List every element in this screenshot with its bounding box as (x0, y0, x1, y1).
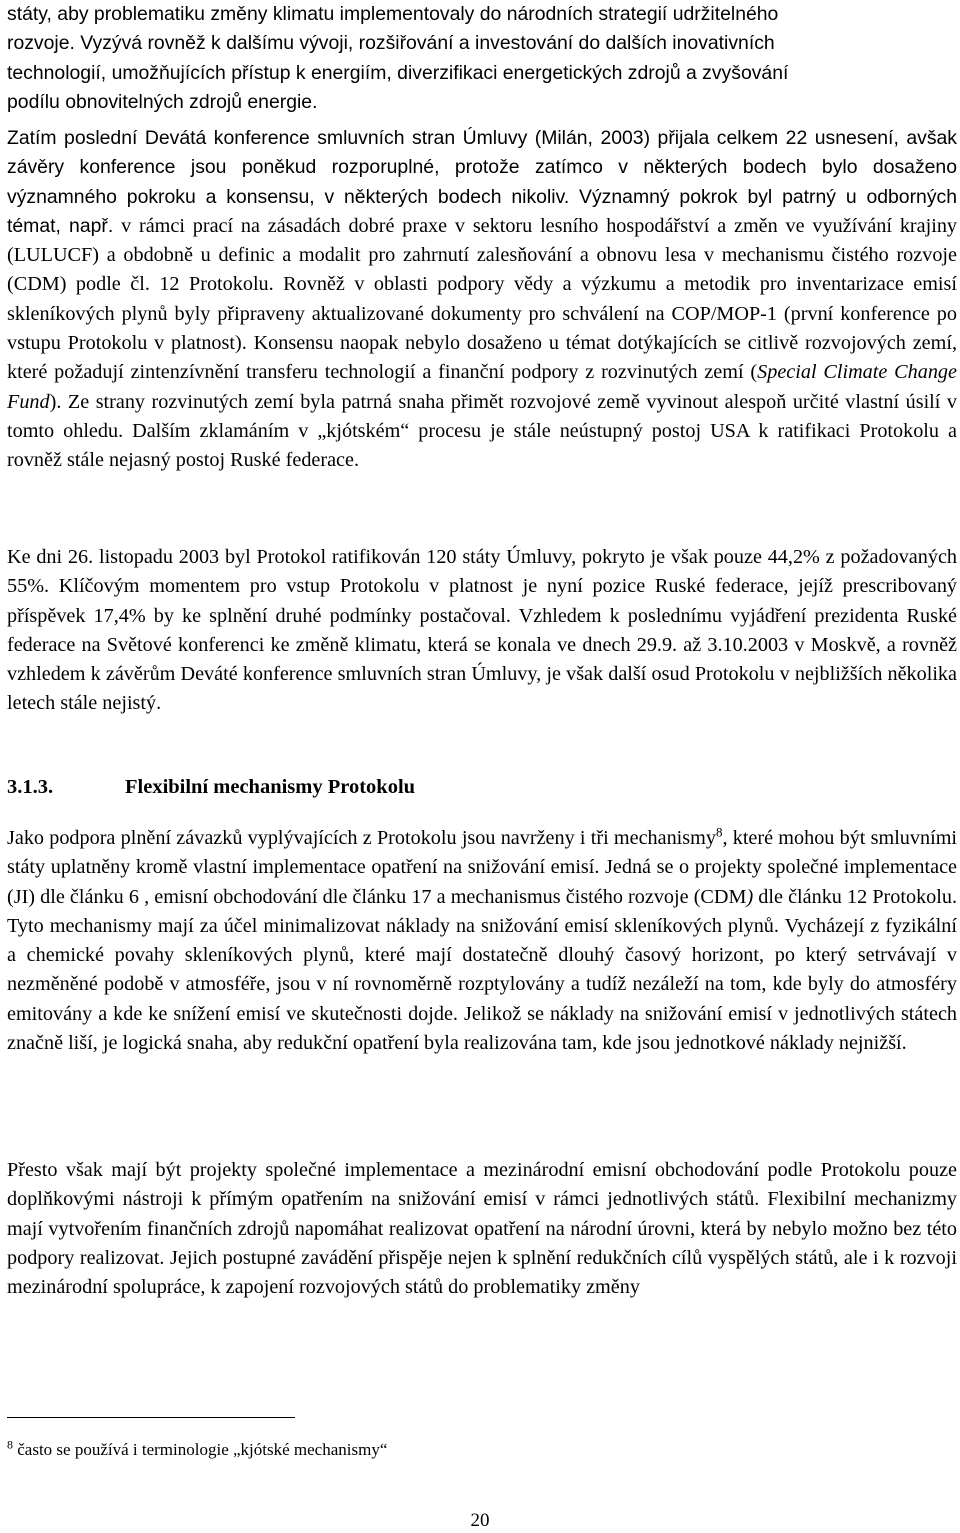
paragraph-flexible-mechanisms (7, 824, 957, 1058)
section-title: Flexibilní mechanismy Protokolu (125, 776, 416, 798)
footnote (7, 1438, 387, 1462)
section-heading (7, 773, 415, 802)
italic-parenthesis: ) (746, 885, 754, 908)
paragraph-ninth-conference-part-c: ). Ze strany rozvinutých zemí byla patrná snaha přimět rozvojové země vyvinout alespoň určité vlastní úsilí v tomto ohledu. Dalším zklamáním v „kjótském“ procesu je stále neústupný postoj USA k ratifikaci Protokolu a rovněž stále nejasný postoj Ruské federace. (7, 390, 957, 472)
footnote-number: 8 (7, 1437, 13, 1452)
intro-line-2: rozvoje. Vyzývá rovněž k dalšímu vývoji, rozšiřování a investování do dalších inovativních (7, 32, 775, 55)
intro-paragraph (7, 0, 957, 117)
paragraph-supplementary-tools: Přesto však mají být projekty společné implementace a mezinárodní emisní obchodování podle Protokolu pouze doplňkovými nástroji k přímým opatřením na snižování emisí v rámci jednotlivých států. Flexibilní mechanizmy mají vytvořením finančních zdrojů napomáhat realizovat opatření na národní úrovni, která by nebylo možno bez této podpory realizovat. Jejich postupné zavádění přispěje nejen k splnění redukčních cílů vyspělých států, ale i k rozvoji mezinárodní spolupráce, k zapojení rozvojových států do problematiky změny (7, 1159, 957, 1299)
intro-line-4: podílu obnovitelných zdrojů energie. (7, 90, 318, 113)
intro-line-1: státy, aby problematiku změny klimatu implementovaly do národních strategií udržitelného (7, 3, 779, 25)
paragraph-flexible-mechanisms-part-a: Jako podpora plnění závazků vyplývajících z Protokolu jsou navrženy i tři mechanismy (7, 827, 716, 849)
intro-line-3: technologií, umožňujících přístup k energiím, diverzifikaci energetických zdrojů a zvyšování (7, 61, 789, 84)
paragraph-ninth-conference-part-a: Zatím poslední Devátá konference smluvních stran Úmluvy (Milán, 2003) přijala celkem 22 usnesení, avšak závěry konference jsou poněkud rozporuplné, protože zatímco v některých bodech bylo dosaženo významného pokroku a konsensu, v některých bodech nikoliv. Významný pokrok byl patrný u odborných témat, např. (7, 127, 957, 237)
paragraph-ninth-conference (7, 124, 957, 476)
paragraph-flexible-mechanisms-part-b: , které mohou být smluvními státy uplatněny kromě vlastní implementace opatření na snižování emisí. Jedná se o projekty společné implementace (JI) dle článku 6 , emisní obchodování dle článku 17 a mechanismus čistého rozvoje (CDM (7, 827, 958, 908)
footnote-reference[interactable]: 8 (715, 824, 723, 840)
page-number: 20 (470, 1510, 490, 1531)
footnote-text: často se používá i terminologie „kjótské mechanismy“ (13, 1440, 388, 1459)
special-climate-change-fund: Special Climate Change Fund (7, 361, 957, 413)
footnote-divider (7, 1417, 295, 1418)
section-number: 3.1.3. (7, 776, 54, 798)
paragraph-flexible-mechanisms-part-c: dle článku 12 Protokolu. Tyto mechanismy mají za účel minimalizovat náklady na snižování emisí skleníkových plynů. Vycházejí z fyzikální a chemické povahy skleníkových plynů, které mají dostatečně dlouhý časový horizont, po který setrvávají v nezměněné podobě v atmosféře, jsou v ní rovnoměrně rozptylovány a tudíž nezáleží na tom, kde byly do atmosféry emitovány a kde ke snížení emisí ve skutečnosti dojde. Jelikož se náklady na snižování emisí v jednotlivých státech značně liší, je logická snaha, aby redukční opatření byla realizována tam, kde jsou jednotkové náklady nejnižší. (7, 885, 958, 1055)
paragraph-ratification: Ke dni 26. listopadu 2003 byl Protokol ratifikován 120 státy Úmluvy, pokryto je však pouze 44,2% z požadovaných 55%. Klíčovým momentem pro vstup Protokolu v platnost je nyní pozice Ruské federace, jejíž prescribovaný příspěvek 17,4% by ke splnění druhé podmínky postačoval. Vzhledem k poslednímu vyjádření prezidenta Ruské federace na Světové konferenci ke změně klimatu, která se konala ve dnech 29.9. až 3.10.2003 v Moskvě, a rovněž vzhledem k závěrům Deváté konference smluvních stran Úmluvy, je však další osud Protokolu v nejbližších několika letech stále nejistý. (7, 546, 957, 715)
paragraph-ninth-conference-part-b: v rámci prací na zásadách dobré praxe v sektoru lesního hospodářství a změn ve využívání krajiny (LULUCF) a obdobně u definic a modalit pro zahrnutí zalesňování a obnovu lesa v mechanismu čistého rozvoje (CDM) podle čl. 12 Protokolu. Rovněž v oblasti podpory vědy a výzkumu a metodik pro inventarizace emisí skleníkových plynů byly připraveny aktualizované dokumenty pro schválení na COP/MOP-1 (první konference po vstupu Protokolu v platnost). Konsensu naopak nebylo dosaženo u témat dotýkajících se citlivě rozvojových zemí, které požadují zintenzívnění transferu technologií a finanční podpory z rozvinutých zemí ( (7, 214, 958, 384)
